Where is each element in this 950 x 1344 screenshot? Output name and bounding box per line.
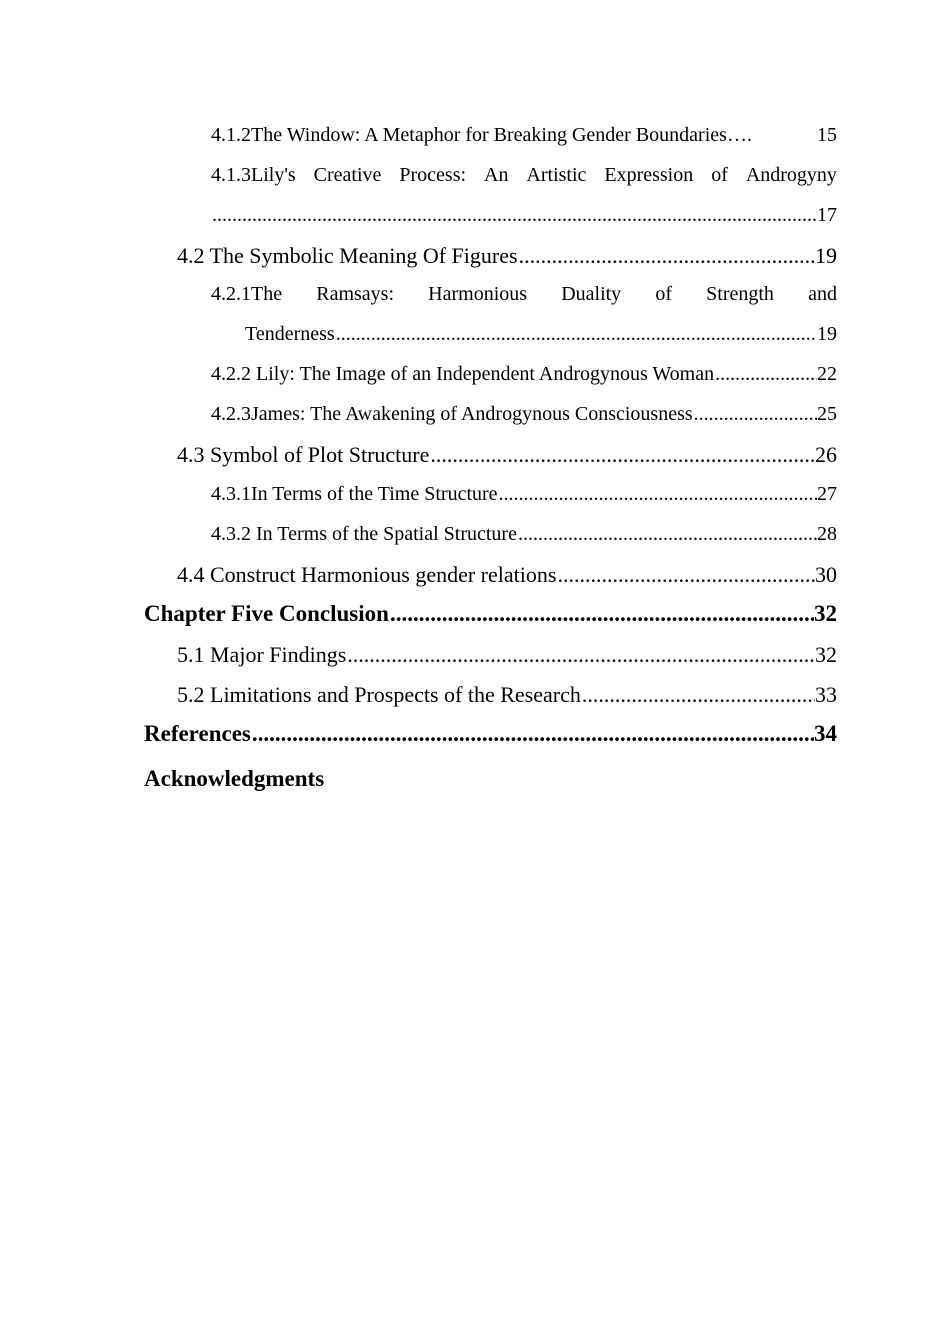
toc-page-number: 33 — [815, 682, 837, 707]
toc-word: 4.2.1The — [211, 283, 283, 305]
toc-entry-4-2-3[interactable] — [211, 403, 837, 426]
toc-leader — [252, 721, 814, 747]
toc-word: Strength — [706, 283, 774, 305]
toc-entry-4-2-1-cont[interactable] — [245, 323, 837, 346]
toc-leader — [336, 323, 817, 346]
toc-entry-4-1-3-leader[interactable] — [211, 204, 837, 227]
toc-entry-4-2[interactable] — [177, 243, 837, 269]
toc-entry-title: 4.3 Symbol of Plot Structure — [177, 442, 430, 467]
toc-word: of — [655, 283, 672, 305]
toc-entry-5-1[interactable] — [177, 642, 837, 668]
toc-entry-4-3-2[interactable] — [211, 523, 837, 546]
toc-word: and — [808, 283, 837, 305]
toc-page-number: 25 — [817, 403, 837, 425]
toc-page-number: 28 — [817, 523, 837, 545]
toc-entry-title: 5.1 Major Findings — [177, 642, 347, 667]
toc-entry-title: 4.4 Construct Harmonious gender relations — [177, 562, 557, 587]
toc-entry-title: 4.2.2 Lily: The Image of an Independent Androgynous Woman — [211, 363, 715, 385]
toc-leader — [694, 403, 817, 426]
toc-entry-title: 4.1.2The Window: A Metaphor for Breaking Gender Boundaries — [211, 124, 727, 146]
toc-entry-title: 5.2 Limitations and Prospects of the Research — [177, 682, 581, 707]
toc-page-number: 32 — [815, 642, 837, 667]
toc-leader — [518, 523, 817, 546]
toc-leader — [582, 682, 815, 708]
toc-word: Creative — [313, 164, 382, 186]
toc-entry-4-4[interactable] — [177, 562, 837, 588]
toc-word: Ramsays: — [316, 283, 395, 305]
toc-page-number: 30 — [815, 562, 837, 587]
toc-word: An — [484, 164, 509, 186]
toc-word: Androgyny — [745, 164, 837, 186]
toc-page-number: 22 — [817, 363, 837, 385]
toc-word: of — [711, 164, 728, 186]
toc-leader — [390, 601, 814, 627]
toc-entry-acknowledgments[interactable] — [144, 766, 837, 792]
toc-word: Artistic — [526, 164, 587, 186]
toc-entry-4-3[interactable] — [177, 442, 837, 468]
toc-page-number: 19 — [815, 243, 837, 268]
toc-entry-4-1-3[interactable] — [211, 164, 837, 187]
toc-page-number: 26 — [815, 442, 837, 467]
toc-page-number: 19 — [817, 323, 837, 345]
toc-leader — [499, 483, 817, 506]
toc-leader — [347, 642, 815, 668]
toc-word: Duality — [561, 283, 622, 305]
toc-entry-title: Tenderness — [245, 323, 335, 345]
toc-leader — [557, 562, 815, 588]
toc-entry-4-2-1[interactable] — [211, 283, 837, 306]
toc-entry-title: 4.3.1In Terms of the Time Structure — [211, 483, 498, 505]
toc-page-number: 15 — [817, 124, 837, 146]
toc-leader — [212, 204, 817, 227]
toc-leader — [430, 442, 815, 468]
toc-page-number: 27 — [817, 483, 837, 505]
toc-entry-4-2-2[interactable] — [211, 363, 837, 386]
toc-entry-chapter-five[interactable] — [144, 601, 837, 627]
toc-entry-4-3-1[interactable] — [211, 483, 837, 506]
toc-entry-4-1-2[interactable] — [211, 124, 837, 147]
toc-word: Process: — [399, 164, 467, 186]
toc-page-number: 34 — [814, 721, 837, 746]
toc-word: 4.1.3Lily's — [211, 164, 296, 186]
toc-entry-title: References — [144, 721, 251, 746]
toc-entry-title: Acknowledgments — [144, 766, 325, 791]
toc-word: Expression — [604, 164, 694, 186]
toc-entry-title: 4.2.3James: The Awakening of Androgynous Consciousness — [211, 403, 693, 425]
toc-leader: …. — [726, 124, 752, 146]
toc-leader — [715, 363, 817, 386]
toc-entry-title: 4.2 The Symbolic Meaning Of Figures — [177, 243, 518, 268]
toc-page-number: 17 — [817, 204, 837, 226]
toc-entry-references[interactable] — [144, 721, 837, 747]
toc-entry-title: 4.3.2 In Terms of the Spatial Structure — [211, 523, 517, 545]
toc-page-number: 32 — [814, 601, 837, 626]
toc-word: Harmonious — [428, 283, 528, 305]
toc-entry-title: Chapter Five Conclusion — [144, 601, 389, 626]
toc-entry-5-2[interactable] — [177, 682, 837, 708]
toc-leader — [519, 243, 815, 269]
